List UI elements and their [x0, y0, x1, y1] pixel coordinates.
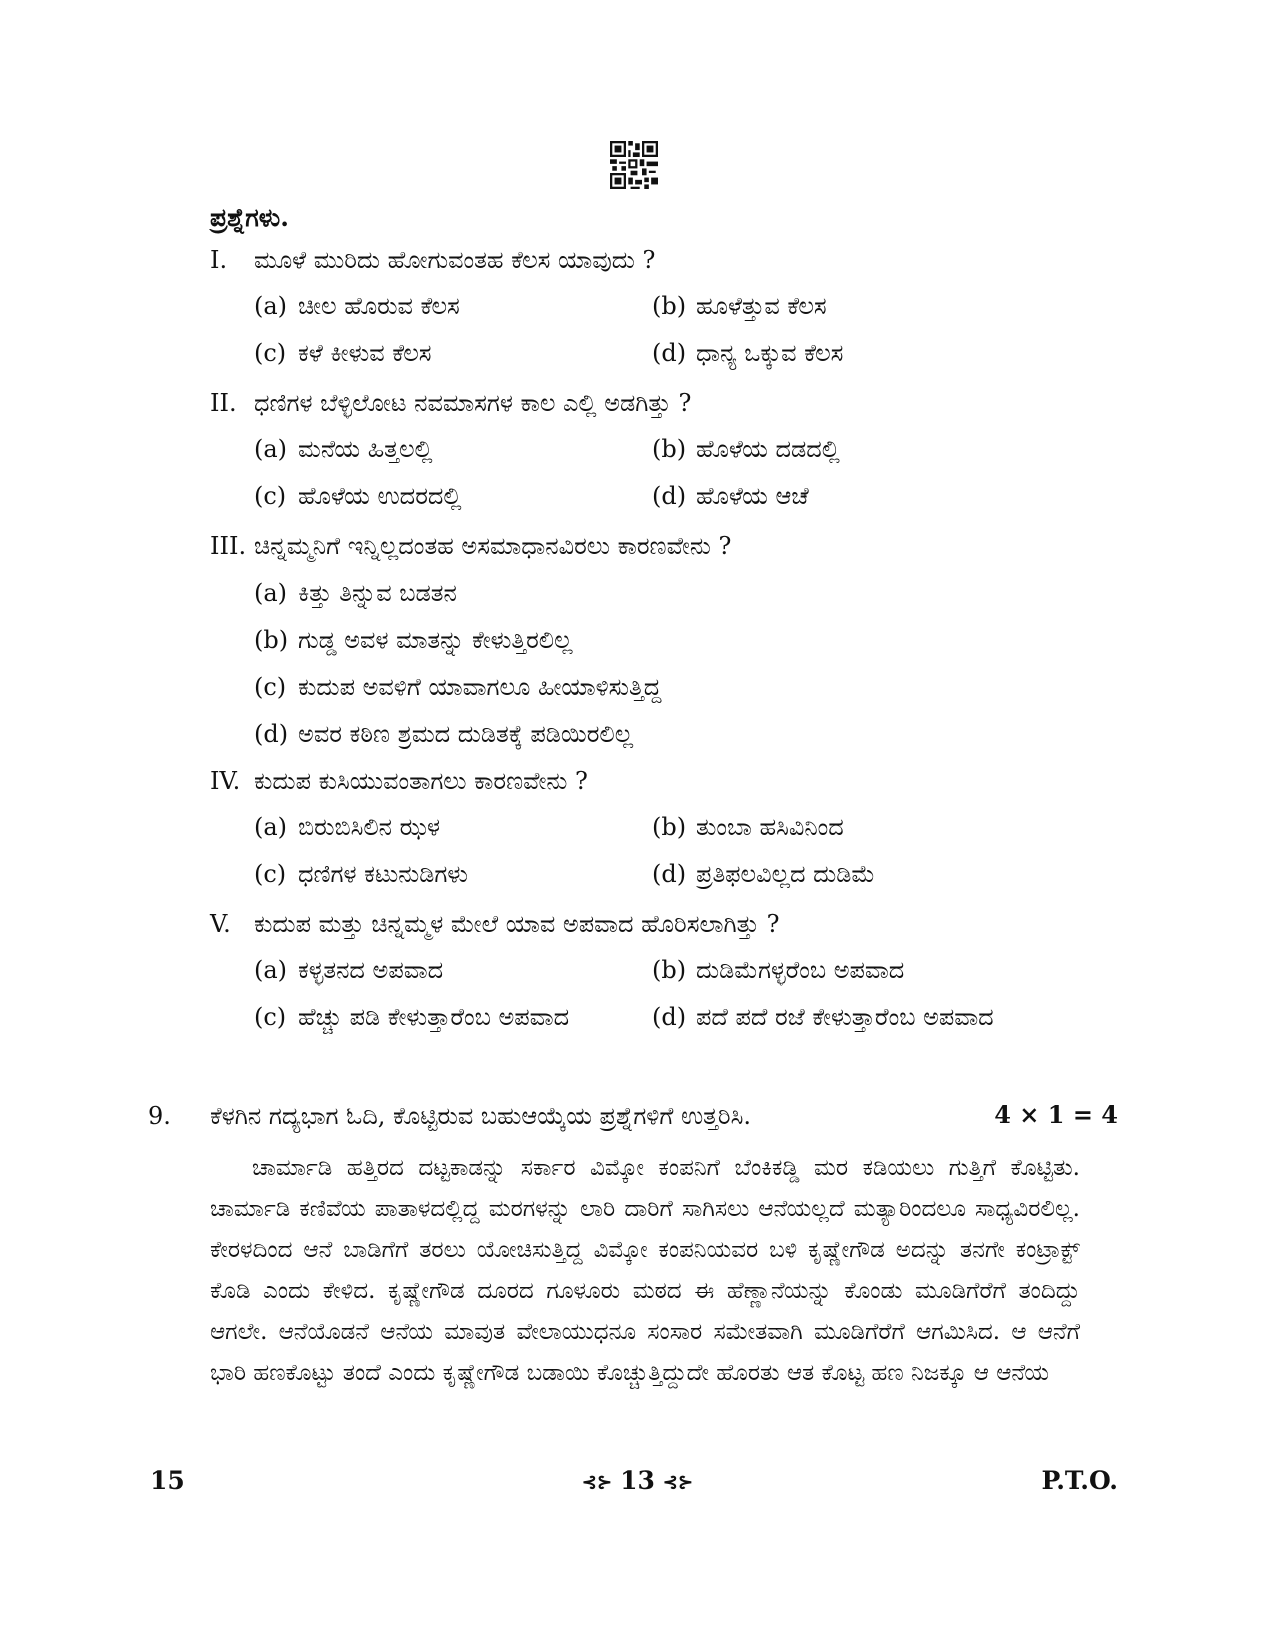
option-label: (b) [652, 956, 687, 984]
option-label: (a) [254, 435, 288, 463]
option-label: (b) [652, 813, 687, 841]
option-text: ಹೊಳೆಯ ಉದರದಲ್ಲಿ [298, 482, 462, 510]
question-2 [210, 389, 691, 417]
option-text: ಕಿತ್ತು ತಿನ್ನುವ ಬಡತನ [298, 579, 457, 607]
option-label: (b) [652, 435, 687, 463]
option-label: (b) [254, 626, 289, 654]
option [652, 813, 844, 841]
question-1 [210, 246, 655, 274]
option [254, 673, 661, 701]
marks-allocation: 4 × 1 = 4 [994, 1100, 1118, 1129]
option [254, 813, 440, 841]
question-3 [210, 532, 731, 560]
question-text: ಚಿನ್ನಮ್ಮನಿಗೆ ಇನ್ನಿಲ್ಲದಂತಹ ಅಸಮಾಧಾನವಿರಲು ಕಾರಣವೇನು ? [254, 532, 732, 560]
option [254, 626, 572, 654]
option [254, 956, 443, 984]
option-text: ಪದೆ ಪದೆ ರಜೆ ಕೇಳುತ್ತಾರೆಂಬ ಅಪವಾದ [696, 1003, 994, 1031]
qr-code [610, 141, 658, 189]
option-text: ಅವರ ಕಠಿಣ ಶ್ರಮದ ದುಡಿತಕ್ಕೆ ಪಡಿಯಿರಲಿಲ್ಲ [298, 720, 634, 748]
option-label: (d) [652, 482, 687, 510]
option-label: (d) [652, 860, 687, 888]
option-text: ಧಣಿಗಳ ಕಟುನುಡಿಗಳು [298, 860, 468, 888]
question-number: III. [210, 532, 247, 560]
option-text: ಹೆಚ್ಚು ಪಡಿ ಕೇಳುತ್ತಾರೆಂಬ ಅಪವಾದ [298, 1003, 570, 1031]
option-text: ಹೊಳೆಯ ದಡದಲ್ಲಿ [696, 435, 840, 463]
option-label: (c) [254, 339, 287, 367]
question-number: II. [210, 389, 237, 417]
option-label: (d) [652, 339, 687, 367]
question-5 [210, 910, 780, 938]
option-label: (a) [254, 813, 288, 841]
question-text: ಕುದುಪ ಕುಸಿಯುವಂತಾಗಲು ಕಾರಣವೇನು ? [254, 767, 588, 795]
option [254, 292, 460, 320]
option-label: (a) [254, 292, 288, 320]
option [254, 720, 633, 748]
option-text: ದುಡಿಮೆಗಳ್ಳರೆಂಬ ಅಪವಾದ [696, 956, 905, 984]
question-text: ಧಣಿಗಳ ಬೆಳ್ಳಿಲೋಟ ನವಮಾಸಗಳ ಕಾಲ ಎಲ್ಲಿ ಅಡಗಿತ್ತು ? [254, 389, 692, 417]
option-text: ಚೀಲ ಹೊರುವ ಕೆಲಸ [298, 292, 460, 320]
option-text: ತುಂಬಾ ಹಸಿವಿನಿಂದ [696, 813, 844, 841]
section-instruction: ಕೆಳಗಿನ ಗದ್ಯಭಾಗ ಓದಿ, ಕೊಟ್ಟಿರುವ ಬಹುಆಯ್ಕೆಯ ಪ್ರಶ್ನೆಗಳಿಗೆ ಉತ್ತರಿಸಿ. [210, 1102, 751, 1130]
question-number: I. [210, 246, 228, 274]
option-text: ಗುಡ್ಡ ಅವಳ ಮಾತನ್ನು ಕೇಳುತ್ತಿರಲಿಲ್ಲ [298, 626, 573, 654]
option-label: (c) [254, 482, 287, 510]
option-text: ಕಳೆ ಕೀಳುವ ಕೆಲಸ [298, 339, 432, 367]
option-text: ಕಳ್ಳತನದ ಅಪವಾದ [298, 956, 444, 984]
ornament-icon: ⊰⊱ [581, 1472, 613, 1493]
question-text: ಮೂಳೆ ಮುರಿದು ಹೋಗುವಂತಹ ಕೆಲಸ ಯಾವುದು ? [254, 246, 656, 274]
option-label: (a) [254, 579, 288, 607]
passage: ಚಾರ್ಮಾಡಿ ಹತ್ತಿರದ ದಟ್ಟಕಾಡನ್ನು ಸರ್ಕಾರ ವಿಮ್ಕೋ ಕಂಪನಿಗೆ ಬೆಂಕಿಕಡ್ಡಿ ಮರ ಕಡಿಯಲು ಗುತ್ತಿಗೆ ಕೊಟ್ಟಿತು. ಚಾರ್ಮಾಡಿ ಕಣಿವೆಯ ಪಾತಾಳದಲ್ಲಿದ್ದ ಮರಗಳನ್ನು ಲಾರಿ ದಾರಿಗೆ ಸಾಗಿಸಲು ಆನೆಯಲ್ಲದೆ ಮತ್ಯಾರಿಂದಲೂ ಸಾಧ್ಯವಿರಲಿಲ್ಲ. ಕೇರಳದಿಂದ ಆನೆ ಬಾಡಿಗೆಗೆ ತರಲು ಯೋಚಿಸುತ್ತಿದ್ದ ವಿಮ್ಕೋ ಕಂಪನಿಯವರ ಬಳಿ ಕೃಷ್ಣೇಗೌಡ ಅದನ್ನು ತನಗೇ ಕಂಟ್ರಾಕ್ಟ್ ಕೊಡಿ ಎಂದು ಕೇಳಿದ. ಕೃಷ್ಣೇಗೌಡ ದೂರದ ಗೂಳೂರು ಮಠದ ಈ ಹೆಣ್ಣಾನೆಯನ್ನು ಕೊಂಡು ಮೂಡಿಗೆರೆಗೆ ತಂದಿದ್ದು ಆಗಲೇ. ಆನೆಯೊಡನೆ ಆನೆಯ ಮಾವುತ ವೇಲಾಯುಧನೂ ಸಂಸಾರ ಸಮೇತವಾಗಿ ಮೂಡಿಗೆರೆಗೆ ಆಗಮಿಸಿದ. ಆ ಆನೆಗೆ ಭಾರಿ ಹಣಕೊಟ್ಟು ತಂದೆ ಎಂದು ಕೃಷ್ಣೇಗೌಡ ಬಡಾಯಿ ಕೊಚ್ಚುತ್ತಿದ್ದುದೇ ಹೊರತು ಆತ ಕೊಟ್ಟ ಹಣ ನಿಜಕ್ಕೂ ಆ ಆನೆಯ [210, 1155, 1080, 1386]
option [652, 860, 875, 888]
option [254, 339, 432, 367]
option [652, 956, 904, 984]
question-number: V. [210, 910, 231, 938]
question-number: IV. [210, 767, 241, 795]
ornament-icon: ⊰⊱ [662, 1472, 694, 1493]
option-label: (b) [652, 292, 687, 320]
footer-code: 15 [150, 1466, 185, 1495]
option-text: ಪ್ರತಿಫಲವಿಲ್ಲದ ದುಡಿಮೆ [696, 860, 876, 888]
option-label: (d) [254, 720, 289, 748]
option [652, 339, 843, 367]
question-text: ಕುದುಪ ಮತ್ತು ಚಿನ್ನಮ್ಮಳ ಮೇಲೆ ಯಾವ ಅಪವಾದ ಹೊರಿಸಲಾಗಿತ್ತು ? [254, 910, 780, 938]
section-number: 9. [148, 1102, 171, 1130]
questions-heading: ಪ್ರಶ್ನೆಗಳು. [210, 203, 289, 232]
option [254, 435, 433, 463]
option-text: ಹೊಳೆಯ ಆಚೆ [696, 482, 809, 510]
option [254, 482, 462, 510]
option-label: (d) [652, 1003, 687, 1031]
option-label: (a) [254, 956, 288, 984]
question-4 [210, 767, 588, 795]
option [652, 482, 809, 510]
option-text: ಕುದುಪ ಅವಳಿಗೆ ಯಾವಾಗಲೂ ಹೀಯಾಳಿಸುತ್ತಿದ್ದ [298, 673, 662, 701]
option-text: ಧಾನ್ಯ ಒಕ್ಕುವ ಕೆಲಸ [696, 339, 844, 367]
please-turn-over: P.T.O. [1041, 1466, 1118, 1495]
option [254, 579, 457, 607]
option-label: (c) [254, 860, 287, 888]
option [254, 860, 468, 888]
page-number: 13 [620, 1466, 655, 1495]
option [652, 292, 827, 320]
option [652, 435, 840, 463]
option-label: (c) [254, 1003, 287, 1031]
option-text: ಮನೆಯ ಹಿತ್ತಲಲ್ಲಿ [298, 435, 433, 463]
option-label: (c) [254, 673, 287, 701]
option-text: ಹೂಳೆತ್ತುವ ಕೆಲಸ [696, 292, 827, 320]
option [254, 1003, 569, 1031]
option-text: ಬಿರುಬಿಸಿಲಿನ ಝಳ [298, 813, 441, 841]
option [652, 1003, 994, 1031]
